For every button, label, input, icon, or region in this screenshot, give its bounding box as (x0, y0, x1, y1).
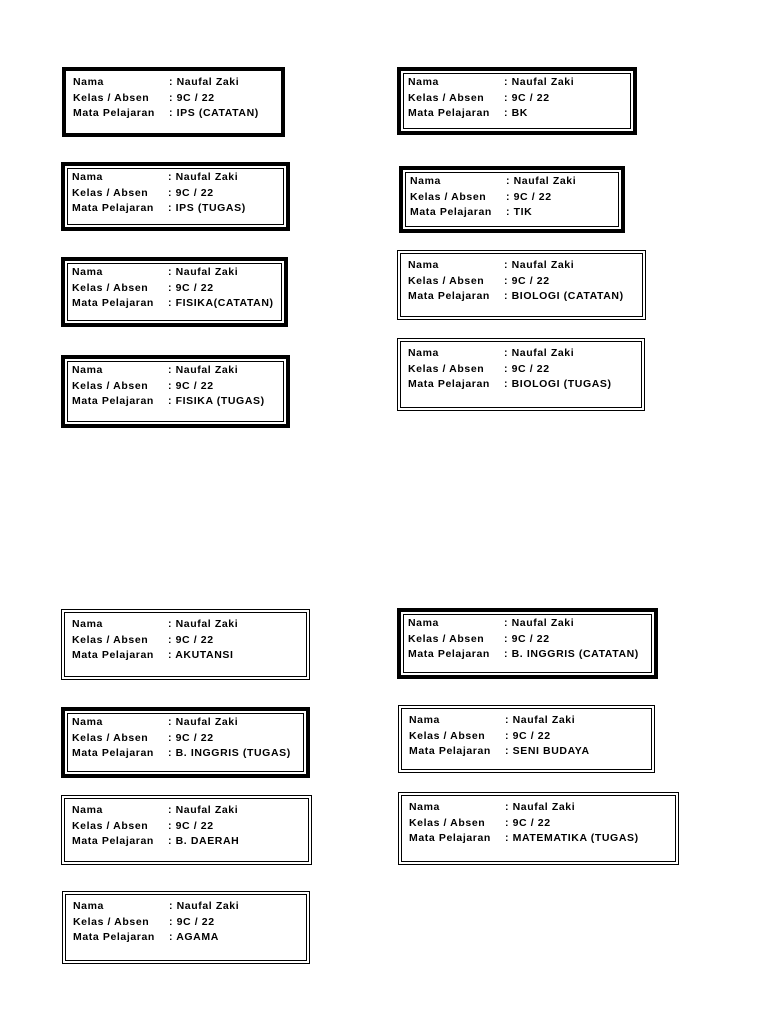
field-name-label: Nama (408, 76, 439, 88)
field-class-label: Kelas / Absen (409, 816, 486, 829)
label-card (398, 792, 679, 865)
field-subject-label: Mata Pelajaran (408, 378, 490, 390)
field-class-label: Kelas / Absen (72, 379, 149, 392)
field-subject-value: : B. DAERAH (168, 835, 240, 847)
label-card (62, 67, 285, 137)
field-name-value: : Naufal Zaki (506, 175, 577, 187)
field-subject-label: Mata Pelajaran (72, 747, 154, 759)
field-class-value: : 9C / 22 (169, 915, 215, 928)
field-class-value: : 9C / 22 (168, 186, 214, 199)
field-class-value: : 9C / 22 (168, 731, 214, 744)
field-subject-value: : FISIKA (TUGAS) (168, 395, 265, 407)
field-subject-value: : IPS (TUGAS) (168, 202, 246, 214)
field-name-label: Nama (72, 804, 103, 816)
field-name-label: Nama (410, 175, 441, 187)
field-class-value: : 9C / 22 (504, 632, 550, 645)
field-subject-value: : B. INGGRIS (TUGAS) (168, 747, 291, 759)
label-card (397, 250, 646, 320)
field-name-value: : Naufal Zaki (168, 266, 239, 278)
field-name-value: : Naufal Zaki (505, 714, 576, 726)
label-card (61, 707, 310, 778)
label-card (397, 338, 645, 411)
field-subject-label: Mata Pelajaran (408, 290, 490, 302)
field-class-value: : 9C / 22 (168, 819, 214, 832)
field-name-value: : Naufal Zaki (169, 900, 240, 912)
field-name-label: Nama (72, 171, 103, 183)
label-card (398, 705, 655, 773)
field-name-value: : Naufal Zaki (168, 804, 239, 816)
field-subject-value: : AKUTANSI (168, 649, 234, 661)
field-class-label: Kelas / Absen (408, 91, 485, 104)
field-class-value: : 9C / 22 (505, 729, 551, 742)
field-name-label: Nama (72, 364, 103, 376)
field-subject-label: Mata Pelajaran (72, 835, 154, 847)
field-subject-label: Mata Pelajaran (408, 107, 490, 119)
field-subject-value: : BIOLOGI (TUGAS) (504, 378, 612, 390)
field-name-value: : Naufal Zaki (505, 801, 576, 813)
field-subject-value: : AGAMA (169, 931, 219, 943)
field-class-label: Kelas / Absen (409, 729, 486, 742)
field-name-label: Nama (409, 714, 440, 726)
field-class-value: : 9C / 22 (504, 362, 550, 375)
field-subject-label: Mata Pelajaran (72, 395, 154, 407)
field-subject-value: : BK (504, 107, 528, 119)
field-class-label: Kelas / Absen (73, 91, 150, 104)
label-card (61, 795, 312, 865)
field-subject-label: Mata Pelajaran (409, 832, 491, 844)
field-class-value: : 9C / 22 (168, 281, 214, 294)
field-subject-label: Mata Pelajaran (72, 649, 154, 661)
field-subject-label: Mata Pelajaran (72, 297, 154, 309)
field-name-value: : Naufal Zaki (169, 76, 240, 88)
field-name-label: Nama (72, 716, 103, 728)
field-class-label: Kelas / Absen (72, 819, 149, 832)
label-card (61, 609, 310, 680)
field-subject-value: : MATEMATIKA (TUGAS) (505, 832, 639, 844)
field-class-label: Kelas / Absen (72, 731, 149, 744)
field-class-label: Kelas / Absen (72, 186, 149, 199)
field-class-value: : 9C / 22 (506, 190, 552, 203)
field-subject-value: : IPS (CATATAN) (169, 107, 259, 119)
field-name-label: Nama (72, 618, 103, 630)
field-name-label: Nama (408, 617, 439, 629)
label-card (61, 355, 290, 428)
field-name-label: Nama (408, 347, 439, 359)
field-class-label: Kelas / Absen (410, 190, 487, 203)
field-subject-label: Mata Pelajaran (409, 745, 491, 757)
field-name-value: : Naufal Zaki (504, 347, 575, 359)
field-name-label: Nama (73, 76, 104, 88)
field-class-value: : 9C / 22 (168, 633, 214, 646)
field-name-value: : Naufal Zaki (504, 259, 575, 271)
field-name-value: : Naufal Zaki (168, 716, 239, 728)
field-class-value: : 9C / 22 (505, 816, 551, 829)
field-subject-value: : FISIKA(CATATAN) (168, 297, 274, 309)
field-name-value: : Naufal Zaki (168, 364, 239, 376)
label-card (61, 162, 290, 231)
field-name-label: Nama (73, 900, 104, 912)
field-class-label: Kelas / Absen (408, 362, 485, 375)
field-class-label: Kelas / Absen (408, 274, 485, 287)
field-class-label: Kelas / Absen (408, 632, 485, 645)
field-subject-value: : TIK (506, 206, 533, 218)
field-class-label: Kelas / Absen (72, 281, 149, 294)
field-subject-value: : B. INGGRIS (CATATAN) (504, 648, 639, 660)
field-class-value: : 9C / 22 (504, 91, 550, 104)
field-name-label: Nama (409, 801, 440, 813)
field-name-value: : Naufal Zaki (504, 76, 575, 88)
field-name-label: Nama (408, 259, 439, 271)
field-class-label: Kelas / Absen (72, 633, 149, 646)
field-class-label: Kelas / Absen (73, 915, 150, 928)
field-subject-label: Mata Pelajaran (408, 648, 490, 660)
field-subject-label: Mata Pelajaran (410, 206, 492, 218)
field-subject-label: Mata Pelajaran (73, 931, 155, 943)
label-card (397, 608, 658, 679)
label-card (61, 257, 288, 327)
field-class-value: : 9C / 22 (168, 379, 214, 392)
field-name-label: Nama (72, 266, 103, 278)
field-class-value: : 9C / 22 (169, 91, 215, 104)
field-subject-value: : SENI BUDAYA (505, 745, 590, 757)
field-name-value: : Naufal Zaki (168, 618, 239, 630)
label-card (397, 67, 637, 135)
label-card (399, 166, 625, 233)
field-subject-label: Mata Pelajaran (72, 202, 154, 214)
label-card (62, 891, 310, 964)
field-subject-label: Mata Pelajaran (73, 107, 155, 119)
field-class-value: : 9C / 22 (504, 274, 550, 287)
field-subject-value: : BIOLOGI (CATATAN) (504, 290, 624, 302)
field-name-value: : Naufal Zaki (168, 171, 239, 183)
field-name-value: : Naufal Zaki (504, 617, 575, 629)
